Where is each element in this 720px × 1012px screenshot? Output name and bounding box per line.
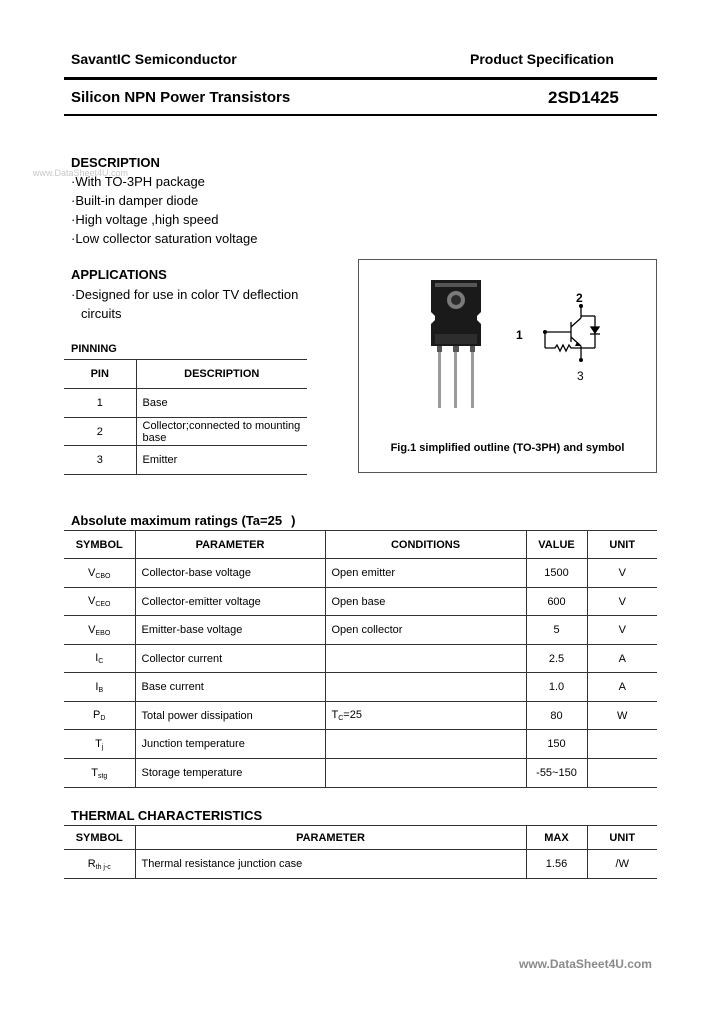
abs-max-heading-end: ) [291, 513, 296, 528]
transistor-symbol [545, 306, 600, 360]
page-title: Silicon NPN Power Transistors [71, 89, 291, 106]
header-rule-top [64, 77, 657, 80]
thermal-heading: THERMAL CHARACTERISTICS [71, 808, 263, 823]
pinning-col-description: DESCRIPTION [136, 360, 307, 389]
pinning-heading: PINNING [71, 343, 117, 355]
conditions-cell [325, 730, 526, 759]
value-cell: 80 [526, 702, 587, 730]
unit-cell: A [587, 645, 657, 673]
parameter-cell: Thermal resistance junction case [135, 850, 526, 879]
document-type: Product Specification [470, 51, 614, 67]
col-parameter: PARAMETER [135, 826, 526, 850]
pin-number: 2 [64, 418, 136, 446]
abs-max-heading-text: Absolute maximum ratings (Ta=25 [71, 513, 283, 528]
symbol-cell: $I_B$ [64, 673, 135, 702]
header-rule-bottom [64, 114, 657, 116]
col-conditions: CONDITIONS [325, 531, 526, 559]
company-name: SavantIC Semiconductor [71, 51, 237, 67]
parameter-cell: Junction temperature [135, 730, 325, 759]
parameter-cell: Total power dissipation [135, 702, 325, 730]
unit-cell [587, 759, 657, 788]
symbol-cell: $I_C$ [64, 645, 135, 673]
table-row [64, 446, 307, 475]
thermal-table [64, 825, 657, 879]
abs-max-table [64, 530, 657, 788]
unit-cell: V [587, 559, 657, 588]
table-row [64, 730, 657, 759]
table-row [64, 673, 657, 702]
applications-text [71, 285, 298, 323]
symbol-cell: $P_D$ [64, 702, 135, 730]
pinning-table [64, 359, 307, 475]
value-cell: 1.0 [526, 673, 587, 702]
description-item: ·Built-in damper diode [71, 193, 199, 208]
table-row [64, 850, 657, 879]
value-cell: 150 [526, 730, 587, 759]
table-row [64, 559, 657, 588]
conditions-cell [325, 673, 526, 702]
col-parameter: PARAMETER [135, 531, 325, 559]
pin-number: 3 [64, 446, 136, 475]
conditions-cell: Open emitter [325, 559, 526, 588]
table-row [64, 645, 657, 673]
parameter-cell: Storage temperature [135, 759, 325, 788]
parameter-cell: Collector-emitter voltage [135, 588, 325, 616]
parameter-cell: Base current [135, 673, 325, 702]
package-outline-and-symbol [359, 260, 656, 472]
table-row [64, 759, 657, 788]
pin-2-label: 2 [576, 291, 583, 305]
col-unit: UNIT [587, 826, 657, 850]
conditions-cell: Open collector [325, 616, 526, 645]
description-list [71, 172, 257, 248]
unit-cell [587, 730, 657, 759]
unit-cell: V [587, 588, 657, 616]
col-symbol: SYMBOL [64, 826, 135, 850]
col-unit: UNIT [587, 531, 657, 559]
conditions-cell: Open base [325, 588, 526, 616]
value-cell: 5 [526, 616, 587, 645]
description-heading: DESCRIPTION [71, 155, 160, 170]
pin-1-label: 1 [516, 328, 523, 342]
pin-description: Emitter [136, 446, 307, 475]
value-cell: 2.5 [526, 645, 587, 673]
symbol-cell: $T_{stg}$ [64, 759, 135, 788]
symbol-cell: $R_{th j-c}$ [64, 850, 135, 879]
applications-line-1: ·Designed for use in color TV deflection [71, 287, 299, 302]
value-cell: 600 [526, 588, 587, 616]
part-number: 2SD1425 [548, 88, 619, 107]
symbol-cell: $V_{CBO}$ [64, 559, 135, 588]
watermark-bottom: www.DataSheet4U.com [519, 957, 652, 971]
description-item: ·High voltage ,high speed [71, 212, 219, 227]
unit-cell: V [587, 616, 657, 645]
value-cell: 1500 [526, 559, 587, 588]
parameter-cell: Emitter-base voltage [135, 616, 325, 645]
package-drawing [431, 280, 481, 408]
col-value: VALUE [526, 531, 587, 559]
unit-cell: /W [587, 850, 657, 879]
pinning-col-pin: PIN [64, 360, 136, 389]
parameter-cell: Collector current [135, 645, 325, 673]
applications-line-2: circuits [81, 306, 122, 321]
unit-cell: A [587, 673, 657, 702]
col-max: MAX [526, 826, 587, 850]
conditions-cell [325, 759, 526, 788]
pin-description: Base [136, 389, 307, 418]
figure-box [358, 259, 657, 473]
symbol-cell: $V_{CEO}$ [64, 588, 135, 616]
table-row [64, 616, 657, 645]
pin-3-label: 3 [577, 369, 584, 383]
symbol-cell: $T_j$ [64, 730, 135, 759]
description-item: ·With TO-3PH package [71, 174, 205, 189]
conditions-cell: $T_C=25$ [325, 702, 526, 730]
abs-max-heading [71, 513, 295, 528]
symbol-cell: $V_{EBO}$ [64, 616, 135, 645]
pin-description: Collector;connected to mounting base [136, 418, 307, 446]
parameter-cell: Collector-base voltage [135, 559, 325, 588]
conditions-cell [325, 645, 526, 673]
max-cell: 1.56 [526, 850, 587, 879]
table-row [64, 702, 657, 730]
col-symbol: SYMBOL [64, 531, 135, 559]
watermark-top: www.DataSheet4U.com [33, 168, 129, 178]
figure-caption: Fig.1 simplified outline (TO-3PH) and symbol [390, 442, 625, 454]
applications-heading: APPLICATIONS [71, 267, 167, 282]
unit-cell: W [587, 702, 657, 730]
description-item: ·Low collector saturation voltage [71, 231, 258, 246]
pin-number: 1 [64, 389, 136, 418]
value-cell: -55~150 [526, 759, 587, 788]
table-row [64, 418, 307, 446]
table-row [64, 588, 657, 616]
table-row [64, 389, 307, 418]
